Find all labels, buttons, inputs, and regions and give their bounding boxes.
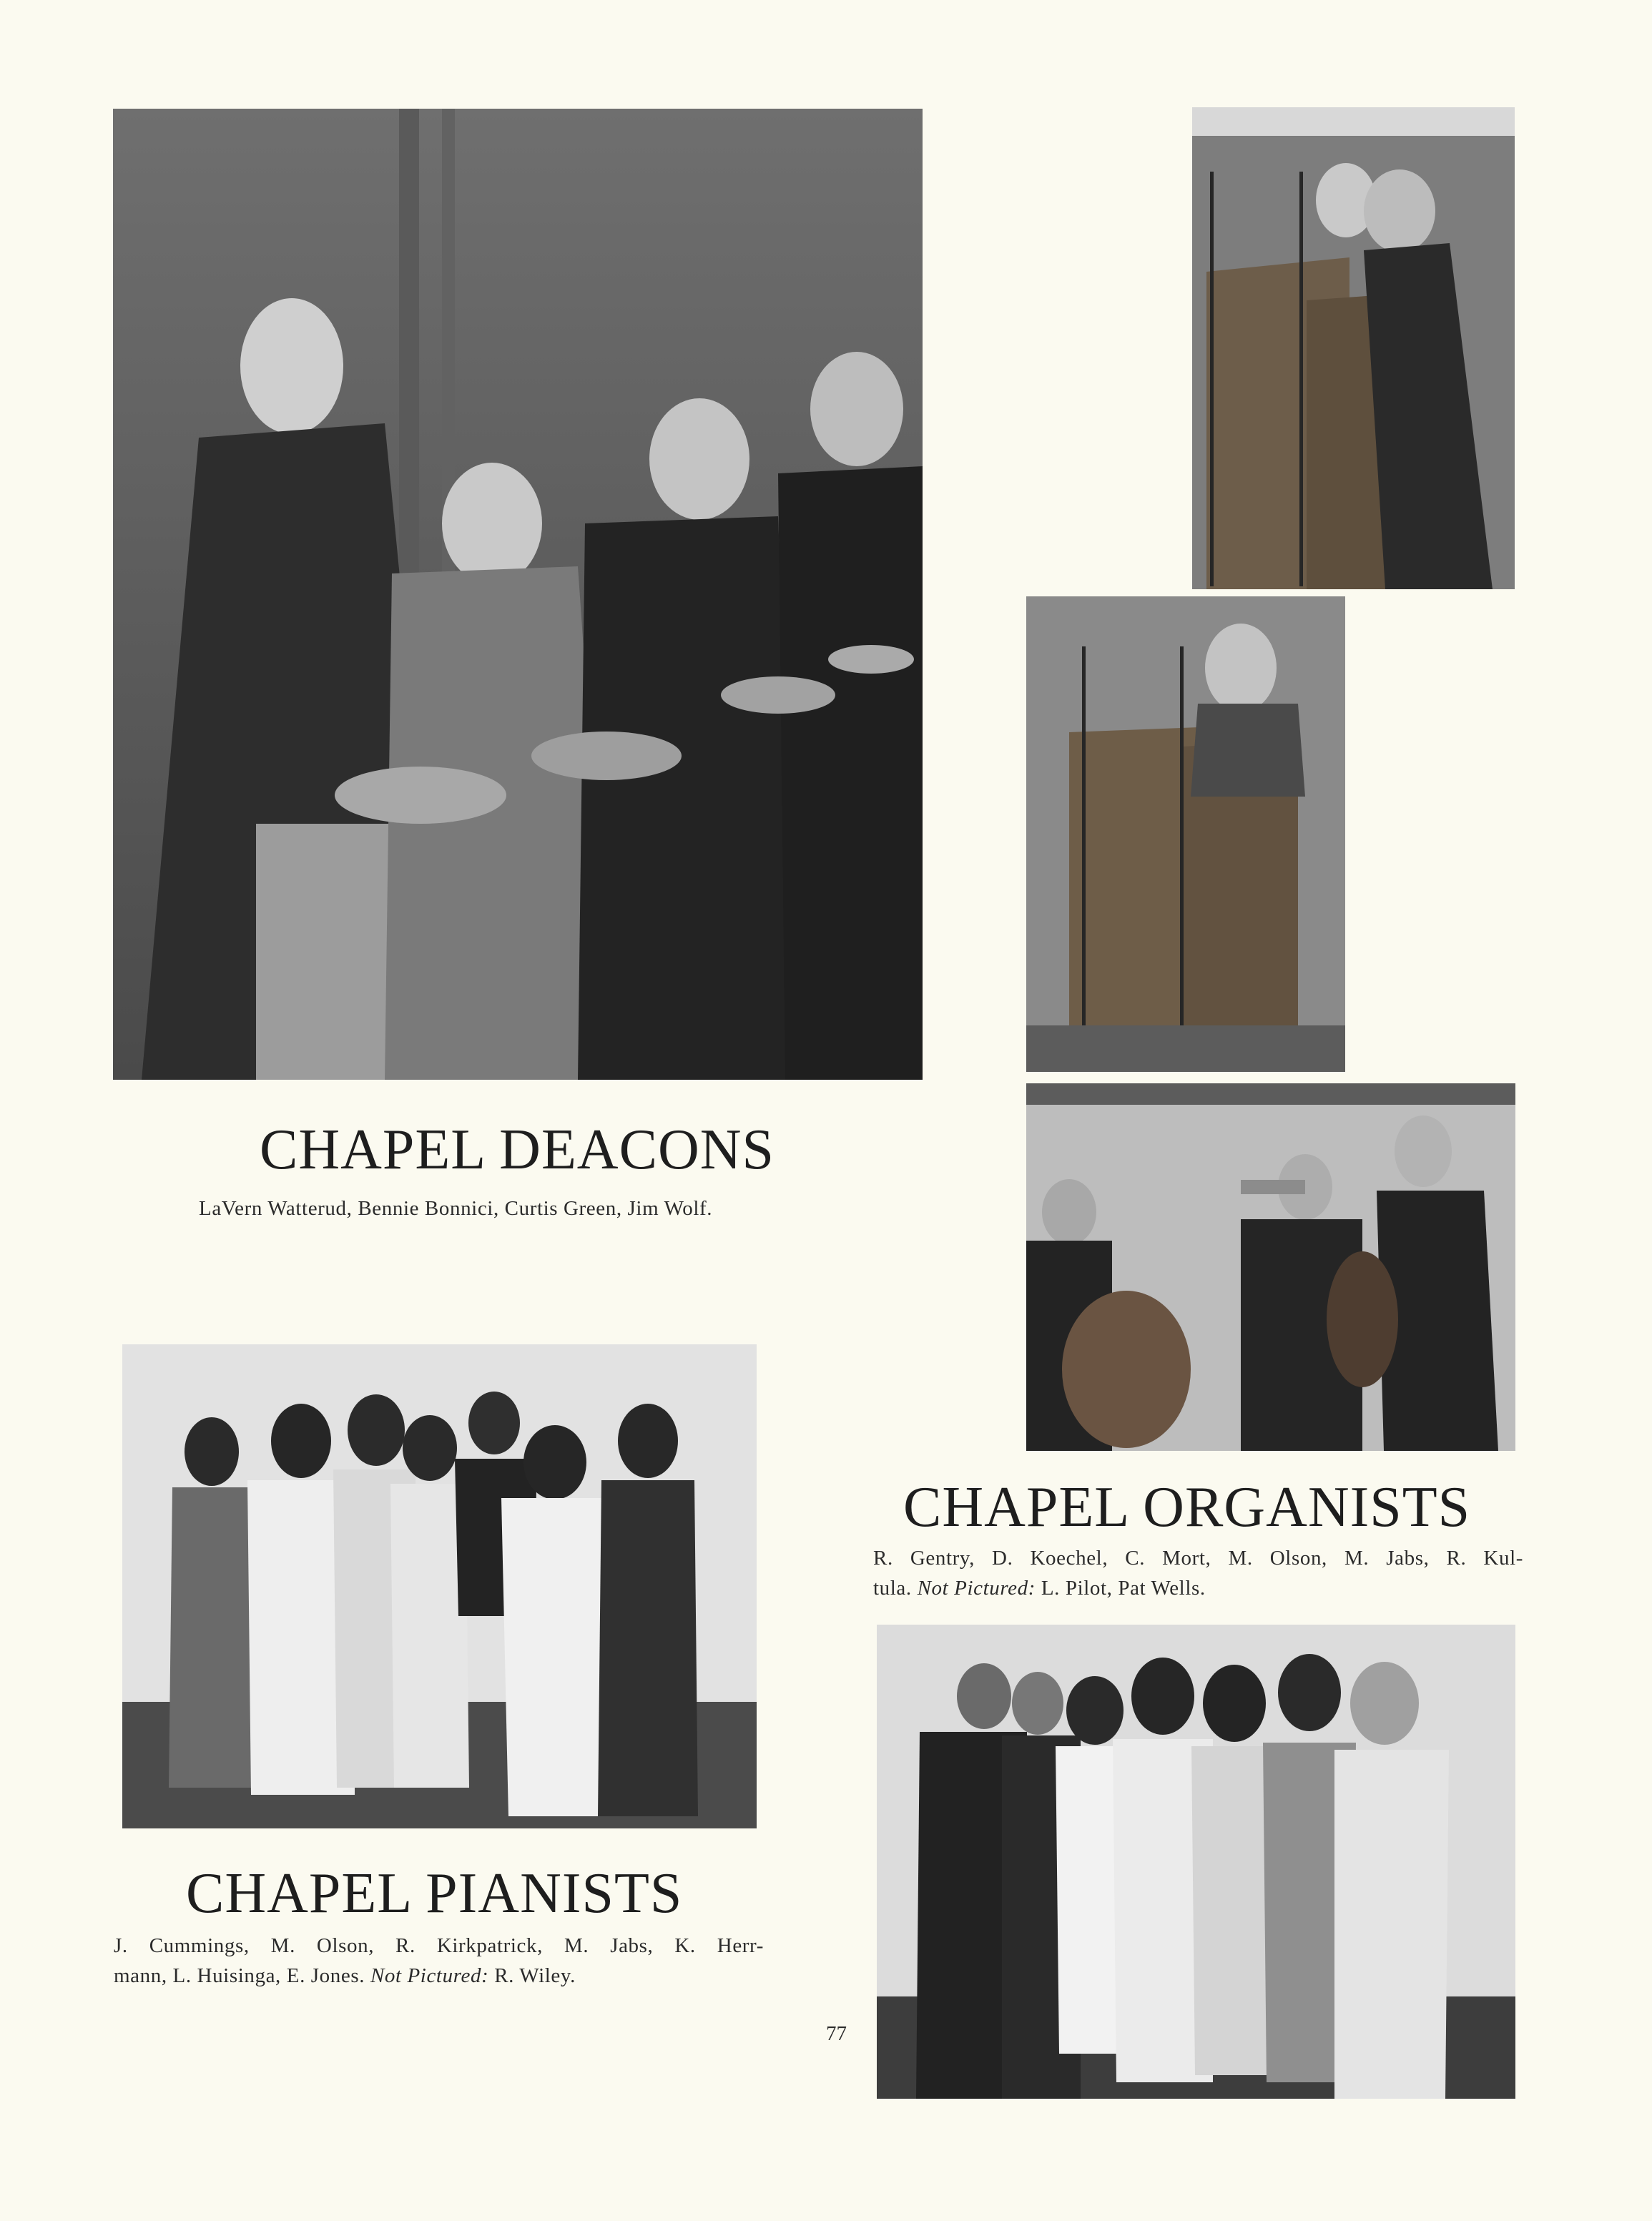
pianists-photo xyxy=(122,1344,757,1828)
organists-title: CHAPEL ORGANISTS xyxy=(903,1476,1471,1539)
organists-photo-illustration xyxy=(877,1625,1515,2099)
deacons-caption: LaVern Watterud, Bennie Bonnici, Curtis Green, Jim Wolf. xyxy=(199,1197,713,1220)
band-photo xyxy=(1026,1083,1515,1451)
pianists-title: CHAPEL PIANISTS xyxy=(186,1862,683,1925)
organists-not-pictured-label: Not Pictured: xyxy=(917,1577,1036,1600)
pianists-not-pictured-label: Not Pictured: xyxy=(370,1964,489,1987)
organists-photo xyxy=(877,1625,1515,2099)
duet-photo-illustration xyxy=(1192,107,1515,589)
organists-names-part-b: L. Pilot, Pat Wells. xyxy=(1041,1577,1206,1600)
soloist-photo xyxy=(1026,596,1345,1072)
deacons-title: CHAPEL DEACONS xyxy=(260,1118,775,1181)
organists-names-part-a: tula. xyxy=(873,1577,912,1600)
pianists-caption-line1: J. Cummings, M. Olson, R. Kirkpatrick, M. Jabs, K. Herr- xyxy=(114,1934,764,1957)
soloist-photo-illustration xyxy=(1026,596,1345,1072)
organists-caption xyxy=(873,1543,1523,1603)
pianists-caption xyxy=(114,1931,764,1991)
page-number: 77 xyxy=(826,2022,847,2045)
pianists-names-part-a: mann, L. Huisinga, E. Jones. xyxy=(114,1964,365,1987)
pianists-photo-illustration xyxy=(122,1344,757,1828)
pianists-caption-line2 xyxy=(114,1961,764,1991)
band-photo-illustration xyxy=(1026,1083,1515,1451)
deacons-photo-illustration xyxy=(113,109,923,1080)
pianists-names-part-b: R. Wiley. xyxy=(494,1964,576,1987)
deacons-photo xyxy=(113,109,923,1080)
duet-photo xyxy=(1192,107,1515,589)
organists-caption-line1: R. Gentry, D. Koechel, C. Mort, M. Olson, M. Jabs, R. Kul- xyxy=(873,1547,1523,1570)
organists-caption-line2 xyxy=(873,1573,1523,1603)
